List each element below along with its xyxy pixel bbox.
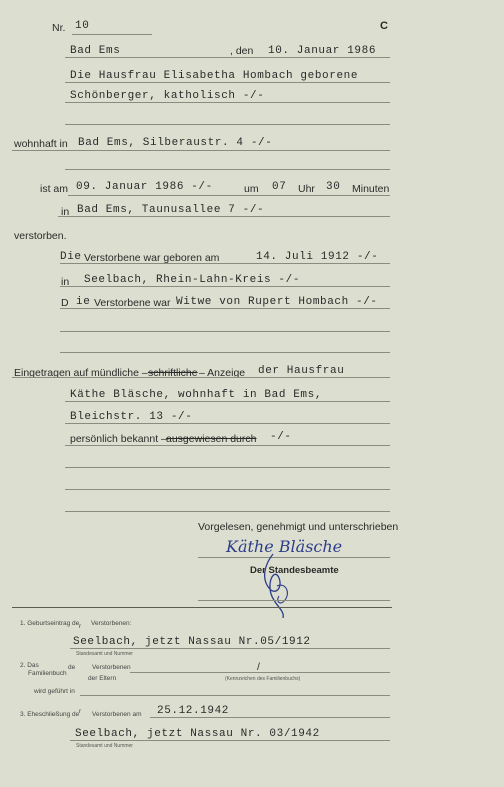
informant-signature: Käthe Bläsche: [226, 537, 343, 556]
item3-rule: [70, 740, 390, 741]
death-in-label: in: [61, 206, 70, 218]
nr-line: [72, 34, 152, 35]
place-value: Bad Ems: [70, 45, 121, 57]
item1-suffix: Verstorbenen:: [91, 620, 132, 627]
status-rule-2: [60, 331, 390, 332]
informant-2: Käthe Bläsche, wohnhaft in Bad Ems,: [70, 389, 323, 401]
registration-label-pre: Eingetragen auf mündliche –: [14, 367, 148, 379]
declarant-rule-2: [65, 102, 390, 103]
residence-value: Bad Ems, Silberaustr. 4 -/-: [78, 137, 273, 149]
item2-slash: /: [257, 661, 260, 673]
birth-in-label: in: [61, 276, 70, 288]
um-label: um: [244, 183, 259, 195]
death-date: 09. Januar 1986 -/-: [76, 181, 213, 193]
item2-verst: Verstorbenen: [92, 664, 131, 671]
item3-r: r: [79, 708, 82, 715]
known-rule-3: [65, 489, 390, 490]
uhr-label: Uhr: [298, 183, 315, 195]
status-label: Verstorbene war: [94, 297, 171, 309]
item3-date-rule: [150, 717, 390, 718]
known-value: -/-: [270, 431, 292, 443]
declarant-rule-1: [65, 82, 390, 83]
item2-label-b: Familienbuch: [28, 670, 67, 677]
item1-label: 1. Geburtseintrag de: [20, 620, 80, 627]
residence-rule-2: [65, 169, 390, 170]
status-rule-3: [60, 352, 390, 353]
birth-date-rule: [60, 263, 390, 264]
death-place-rule: [58, 216, 390, 217]
informant-1: der Hausfrau: [258, 365, 345, 377]
item2-rule: [130, 672, 390, 673]
death-date-rule: [68, 195, 390, 196]
known-rule-2: [65, 467, 390, 468]
informant-3: Bleichstr. 13 -/-: [70, 411, 193, 423]
item1-rule: [70, 648, 390, 649]
status-ie: ie: [76, 296, 91, 308]
birth-label: Verstorbene war geboren am: [84, 252, 220, 264]
death-place: Bad Ems, Taunusallee 7 -/-: [77, 204, 265, 216]
item1-caption: Standesamt und Nummer: [76, 651, 133, 657]
known-rule: [65, 445, 390, 446]
registration-label-struck: schriftliche: [148, 367, 198, 379]
residence-label: wohnhaft in: [14, 138, 68, 150]
birth-place: Seelbach, Rhein-Lahn-Kreis -/-: [84, 274, 301, 286]
declarant-line-2: Schönberger, katholisch -/-: [70, 90, 265, 102]
minuten-label: Minuten: [352, 183, 390, 195]
item3-suffix: Verstorbenen am: [92, 711, 142, 718]
residence-rule: [12, 150, 390, 151]
item2-caption: (Kennzeichen des Familienbuchs): [225, 676, 301, 682]
registration-label-post: – Anzeige: [199, 367, 246, 379]
den-label: , den: [230, 45, 254, 57]
informant-rule-3: [65, 423, 390, 424]
known-struck: ausgewiesen durch: [166, 433, 257, 445]
date-value: 10. Januar 1986: [268, 45, 377, 57]
birth-die: Die: [60, 251, 82, 263]
corner-letter: C: [380, 20, 388, 32]
birth-date: 14. Juli 1912 -/-: [256, 251, 379, 263]
registration-rule: [12, 377, 390, 378]
verstorben-label: verstorben.: [14, 230, 67, 242]
known-label: persönlich bekannt –: [70, 433, 167, 445]
known-rule-4: [65, 511, 390, 512]
status-value: Witwe von Rupert Hombach -/-: [176, 296, 378, 308]
informant-rule-2: [65, 401, 390, 402]
registrar-signature: [255, 548, 305, 620]
footer-divider: [12, 607, 392, 608]
item2-label-a: 2. Das: [20, 662, 39, 669]
registrar-rule: [198, 600, 390, 601]
item2-de: de: [68, 664, 76, 671]
registrar-label: Der Standesbeamte: [250, 565, 339, 576]
item1-r: r: [79, 623, 82, 630]
declarant-rule-3: [65, 124, 390, 125]
item3-label: 3. Eheschließung de: [20, 711, 80, 718]
item3-caption: Standesamt und Nummer: [76, 743, 133, 749]
nr-value: 10: [75, 20, 90, 32]
item2-fuehrt: wird geführt in: [34, 688, 75, 695]
status-rule: [60, 308, 390, 309]
death-minutes: 30: [326, 181, 341, 193]
nr-label: Nr.: [52, 22, 66, 34]
status-d: D: [61, 297, 69, 309]
read-label: Vorgelesen, genehmigt und unterschrieben: [198, 521, 399, 533]
declarant-line-1: Die Hausfrau Elisabetha Hombach geborene: [70, 70, 359, 82]
item3-date: 25.12.1942: [157, 705, 230, 717]
ist-am-label: ist am: [40, 183, 69, 195]
item3-value: Seelbach, jetzt Nassau Nr. 03/1942: [75, 728, 320, 740]
item1-value: Seelbach, jetzt Nassau Nr.05/1912: [73, 636, 311, 648]
place-line: [65, 57, 390, 58]
item2-rule-2: [80, 695, 390, 696]
birth-place-rule: [60, 286, 390, 287]
item2-eltern: der Eltern: [88, 675, 117, 682]
death-hour: 07: [272, 181, 287, 193]
